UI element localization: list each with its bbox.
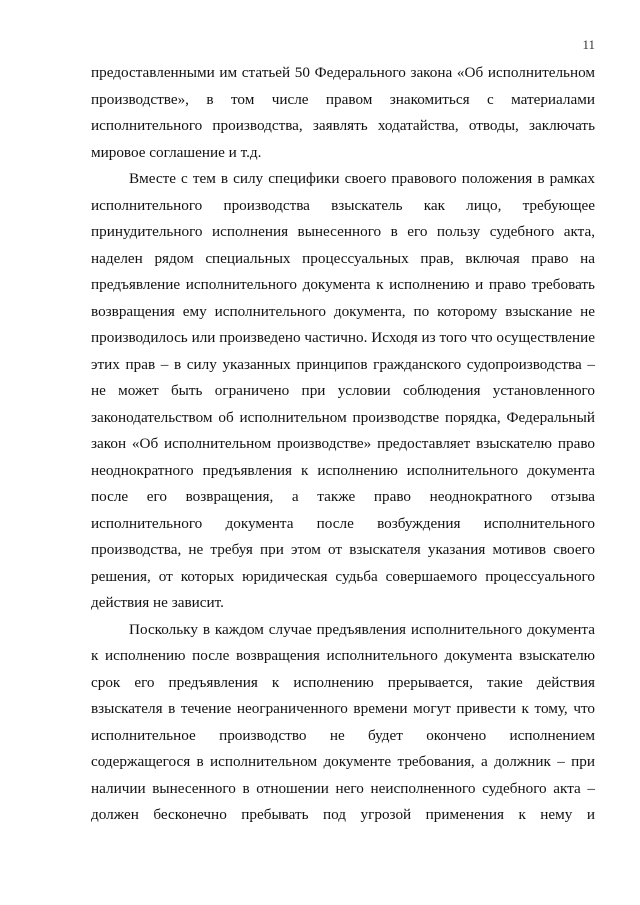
text-line: исполнительного производства взыскатель как лицо, требующее [91,196,595,214]
text-line: действия не зависит. [91,594,224,611]
text-line: взыскателя в течение неограниченного времени могут привести к тому, что [91,700,595,717]
text-line: этих прав – в силу указанных принципов гражданского судопроизводства – [91,355,595,373]
text-line: исполнительное производство не будет окончено исполнением [91,726,595,744]
text-line: содержащегося в исполнительном документе требования, а должник – при [91,753,595,770]
text-line: производстве», в том числе правом знакомиться с материалами [91,90,595,108]
text-line: наличии вынесенного в отношении него неисполненного судебного акта – [91,779,595,797]
text-line: мировое соглашение и т.д. [91,143,262,161]
text-line: наделен рядом специальных процессуальных прав, включая право на [91,249,595,267]
text-line: не может быть ограничено при условии соблюдения установленного [91,382,595,399]
text-line: предъявление исполнительного документа к исполнению и право требовать [91,276,595,293]
paragraph [91,617,595,829]
body-text [91,60,595,829]
text-line: предоставленными им статьей 50 Федерального закона «Об исполнительном [91,64,595,81]
text-line: должен бесконечно пребывать под угрозой применения к нему и [91,806,595,823]
text-line: возвращения ему исполнительного документа, по которому взыскание не [91,302,595,320]
paragraph [91,166,595,617]
paragraph-continuation [91,60,595,166]
text-line: Вместе с тем в силу специфики своего правового положения в рамках [129,170,595,187]
text-line: решения, от которых юридическая судьба совершаемого процессуального [91,567,595,585]
text-line: производилось или произведено частично. Исходя из того что осуществление [91,329,595,346]
text-line: исполнительного производства, заявлять ходатайства, отводы, заключать [91,117,595,134]
text-line: неоднократного предъявления к исполнению исполнительного документа [91,461,595,479]
text-line: принудительного исполнения вынесенного в его пользу судебного акта, [91,223,595,240]
text-line: законодательством об исполнительном производстве порядка, Федеральный [91,408,595,426]
text-line: после его возвращения, а также право неоднократного отзыва [91,488,595,505]
page-number: 11 [582,37,595,52]
text-line: производства, не требуя при этом от взыскателя указания мотивов своего [91,541,595,558]
text-line: к исполнению после возвращения исполнительного документа взыскателю [91,647,595,664]
text-line: исполнительного документа после возбуждения исполнительного [91,514,595,532]
text-line: закон «Об исполнительном производстве» предоставляет взыскателю право [91,435,595,452]
text-line: Поскольку в каждом случае предъявления исполнительного документа [129,620,595,638]
text-line: срок его предъявления к исполнению прерывается, такие действия [91,673,595,691]
